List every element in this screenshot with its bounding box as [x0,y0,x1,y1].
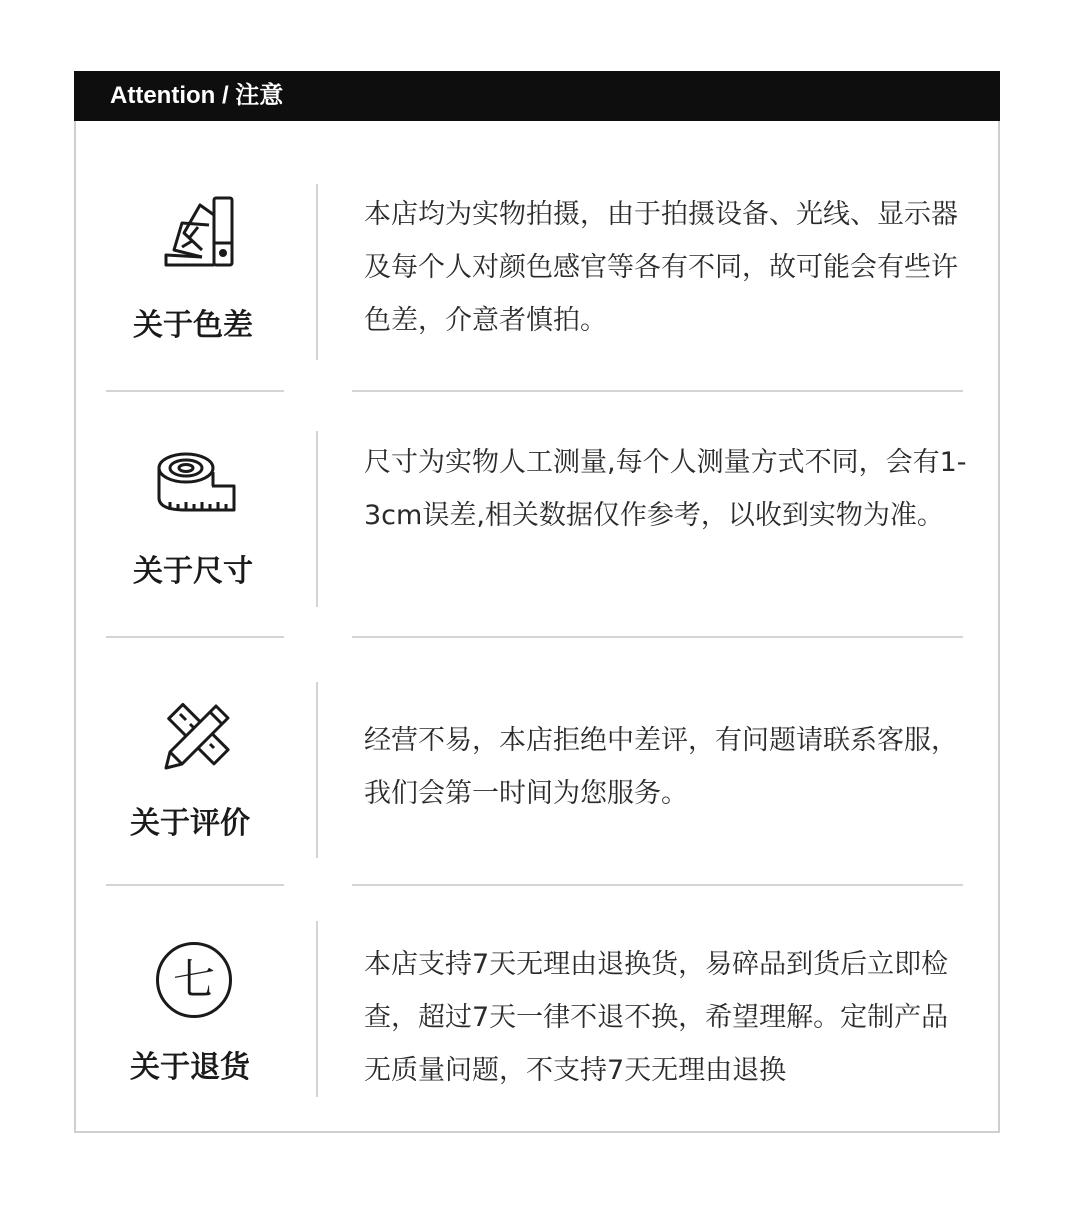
divider-left [106,884,284,886]
section-text: 经营不易，本店拒绝中差评，有问题请联系客服，我们会第一时间为您服务。 [364,725,958,809]
vertical-divider [316,184,318,360]
vertical-divider [316,682,318,858]
section-label: 关于评价 [130,806,250,841]
section-text: 本店支持7天无理由退换货，易碎品到货后立即检查，超过7天一律不退不换，希望理解。定制产品无质量问题，不支持7天无理由退换 [364,949,949,1086]
pencil-ruler-icon [160,700,240,780]
divider-right [352,636,963,638]
divider-left [106,390,284,392]
section-label: 关于尺寸 [133,554,253,589]
measuring-tape-icon [156,450,236,530]
section-text: 本店均为实物拍摄，由于拍摄设备、光线、显示器及每个人对颜色感官等各有不同，故可能会有些许色差，介意者慎拍。 [364,199,958,336]
color-swatch-icon [162,195,242,275]
section-label: 关于退货 [130,1050,250,1085]
divider-left [106,636,284,638]
seven-circle-icon: 七 [156,942,232,1018]
vertical-divider [316,431,318,607]
divider-right [352,884,963,886]
header-title: Attention / 注意 [110,82,284,109]
section-text: 尺寸为实物人工测量,每个人测量方式不同，会有1-3cm误差,相关数据仅作参考，以收到实物为准。 [364,447,967,531]
divider-right [352,390,963,392]
section-label: 关于色差 [133,308,253,343]
vertical-divider [316,921,318,1097]
attention-header [74,71,1000,121]
